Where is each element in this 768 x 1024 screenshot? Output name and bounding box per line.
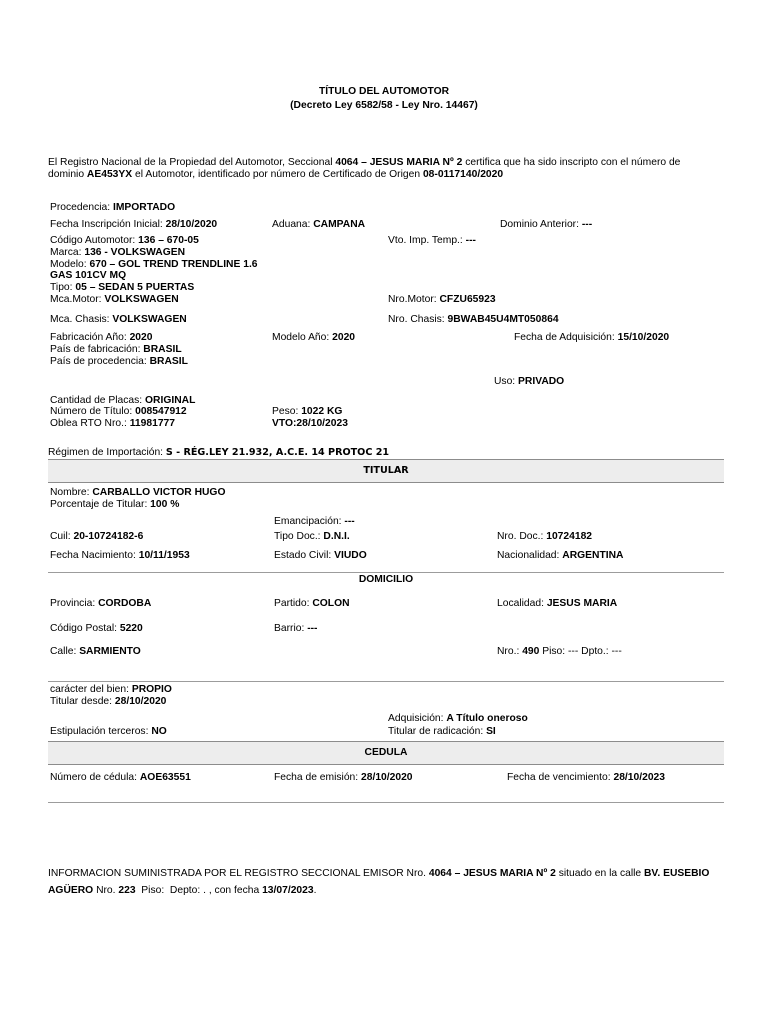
domicilio-divider [48,572,724,573]
bien-divider [48,681,724,682]
nro-documento: Nro. Doc.: 10724182 [497,531,593,542]
emancipacion: Emancipación: --- [274,516,355,527]
titular-heading: TITULAR [363,465,409,476]
nro-chasis: Nro. Chasis: 9BWAB45U4MT050864 [388,314,559,325]
numero-cedula: Número de cédula: AOE63551 [50,772,191,783]
caracter-bien: carácter del bien: PROPIO [50,684,172,695]
dominio-anterior: Dominio Anterior: --- [500,219,593,230]
intro-line-2: dominio AE453YX el Automotor, identificado por número de Certificado de Origen 08-0117140/2020 [48,169,504,180]
vto-rto: VTO:28/10/2023 [272,418,348,429]
cuil: Cuil: 20-10724182-6 [50,531,144,542]
numero-piso-dpto: Nro.: 490 Piso: --- Dpto.: --- [497,646,622,657]
certificado-origen: 08-0117140/2020 [422,169,504,180]
numero-titulo: Número de Título: 008547912 [50,406,187,417]
domicilio-heading: DOMICILIO [358,574,414,585]
codigo-automotor: Código Automotor: 136 – 670-05 [50,235,199,246]
seccional: 4064 – JESUS MARIA Nº 2 [335,157,463,168]
codigo-postal: Código Postal: 5220 [50,623,143,634]
cedula-divider [48,802,724,803]
titular-header [48,459,724,483]
procedencia: Procedencia: IMPORTADO [50,202,176,213]
footer-line-1: INFORMACION SUMINISTRADA POR EL REGISTRO SECCIONAL EMISOR Nro. 4064 – JESUS MARIA Nº 2 situado en la calle BV. EUSEBIO [48,868,710,879]
fecha-inscripcion: Fecha Inscripción Inicial: 28/10/2020 [50,219,218,230]
peso: Peso: 1022 KG [272,406,343,417]
estipulacion-terceros: Estipulación terceros: NO [50,726,167,737]
pais-fabricacion: País de fabricación: BRASIL [50,344,182,355]
fecha-vencimiento: Fecha de vencimiento: 28/10/2023 [507,772,666,783]
pais-procedencia: País de procedencia: BRASIL [50,356,188,367]
uso: Uso: PRIVADO [494,376,565,387]
document-title: TÍTULO DEL AUTOMOTOR [318,86,450,97]
marca: Marca: 136 - VOLKSWAGEN [50,247,186,258]
porcentaje-titular: Porcentaje de Titular: 100 % [50,499,180,510]
tipo-documento: Tipo Doc.: D.N.I. [274,531,350,542]
vto-imp-temp: Vto. Imp. Temp.: --- [388,235,476,246]
fecha-adquisicion: Fecha de Adquisición: 15/10/2020 [514,332,670,343]
intro-line-1: El Registro Nacional de la Propiedad del Automotor, Seccional 4064 – JESUS MARIA Nº 2 certifica que ha sido inscripto con el número de [48,157,681,168]
cedula-header [48,741,724,765]
modelo-anio: Modelo Año: 2020 [272,332,356,343]
partido: Partido: COLON [274,598,350,609]
provincia: Provincia: CORDOBA [50,598,152,609]
nacionalidad: Nacionalidad: ARGENTINA [497,550,624,561]
tipo: Tipo: 05 – SEDAN 5 PUERTAS [50,282,195,293]
titular-radicacion: Titular de radicación: SI [388,726,496,737]
aduana: Aduana: CAMPANA [272,219,366,230]
fabricacion-anio: Fabricación Año: 2020 [50,332,153,343]
estado-civil: Estado Civil: VIUDO [274,550,367,561]
oblea-rto: Oblea RTO Nro.: 11981777 [50,418,175,429]
regimen-importacion: Régimen de Importación: S - RÉG.LEY 21.932, A.C.E. 14 PROTOC 21 [48,447,390,458]
adquisicion: Adquisición: A Título oneroso [388,713,528,724]
document-subtitle: (Decreto Ley 6582/58 - Ley Nro. 14467) [290,100,478,111]
fecha-emision: Fecha de emisión: 28/10/2020 [274,772,413,783]
nro-motor: Nro.Motor: CFZU65923 [388,294,496,305]
dominio: AE453YX [86,169,133,180]
calle: Calle: SARMIENTO [50,646,141,657]
marca-motor: Mca.Motor: VOLKSWAGEN [50,294,179,305]
titular-nombre: Nombre: CARBALLO VICTOR HUGO [50,487,226,498]
barrio: Barrio: --- [274,623,318,634]
cantidad-placas: Cantidad de Placas: ORIGINAL [50,395,196,406]
cedula-heading: CEDULA [364,747,408,758]
localidad: Localidad: JESUS MARIA [497,598,618,609]
marca-chasis: Mca. Chasis: VOLKSWAGEN [50,314,187,325]
fecha-nacimiento: Fecha Nacimiento: 10/11/1953 [50,550,190,561]
titular-desde: Titular desde: 28/10/2020 [50,696,167,707]
footer-line-2: AGÜERO Nro. 223 Piso: Depto: . , con fecha 13/07/2023. [48,885,317,896]
modelo: Modelo: 670 – GOL TREND TRENDLINE 1.6 [50,259,258,270]
modelo-line-2: GAS 101CV MQ [50,270,127,281]
